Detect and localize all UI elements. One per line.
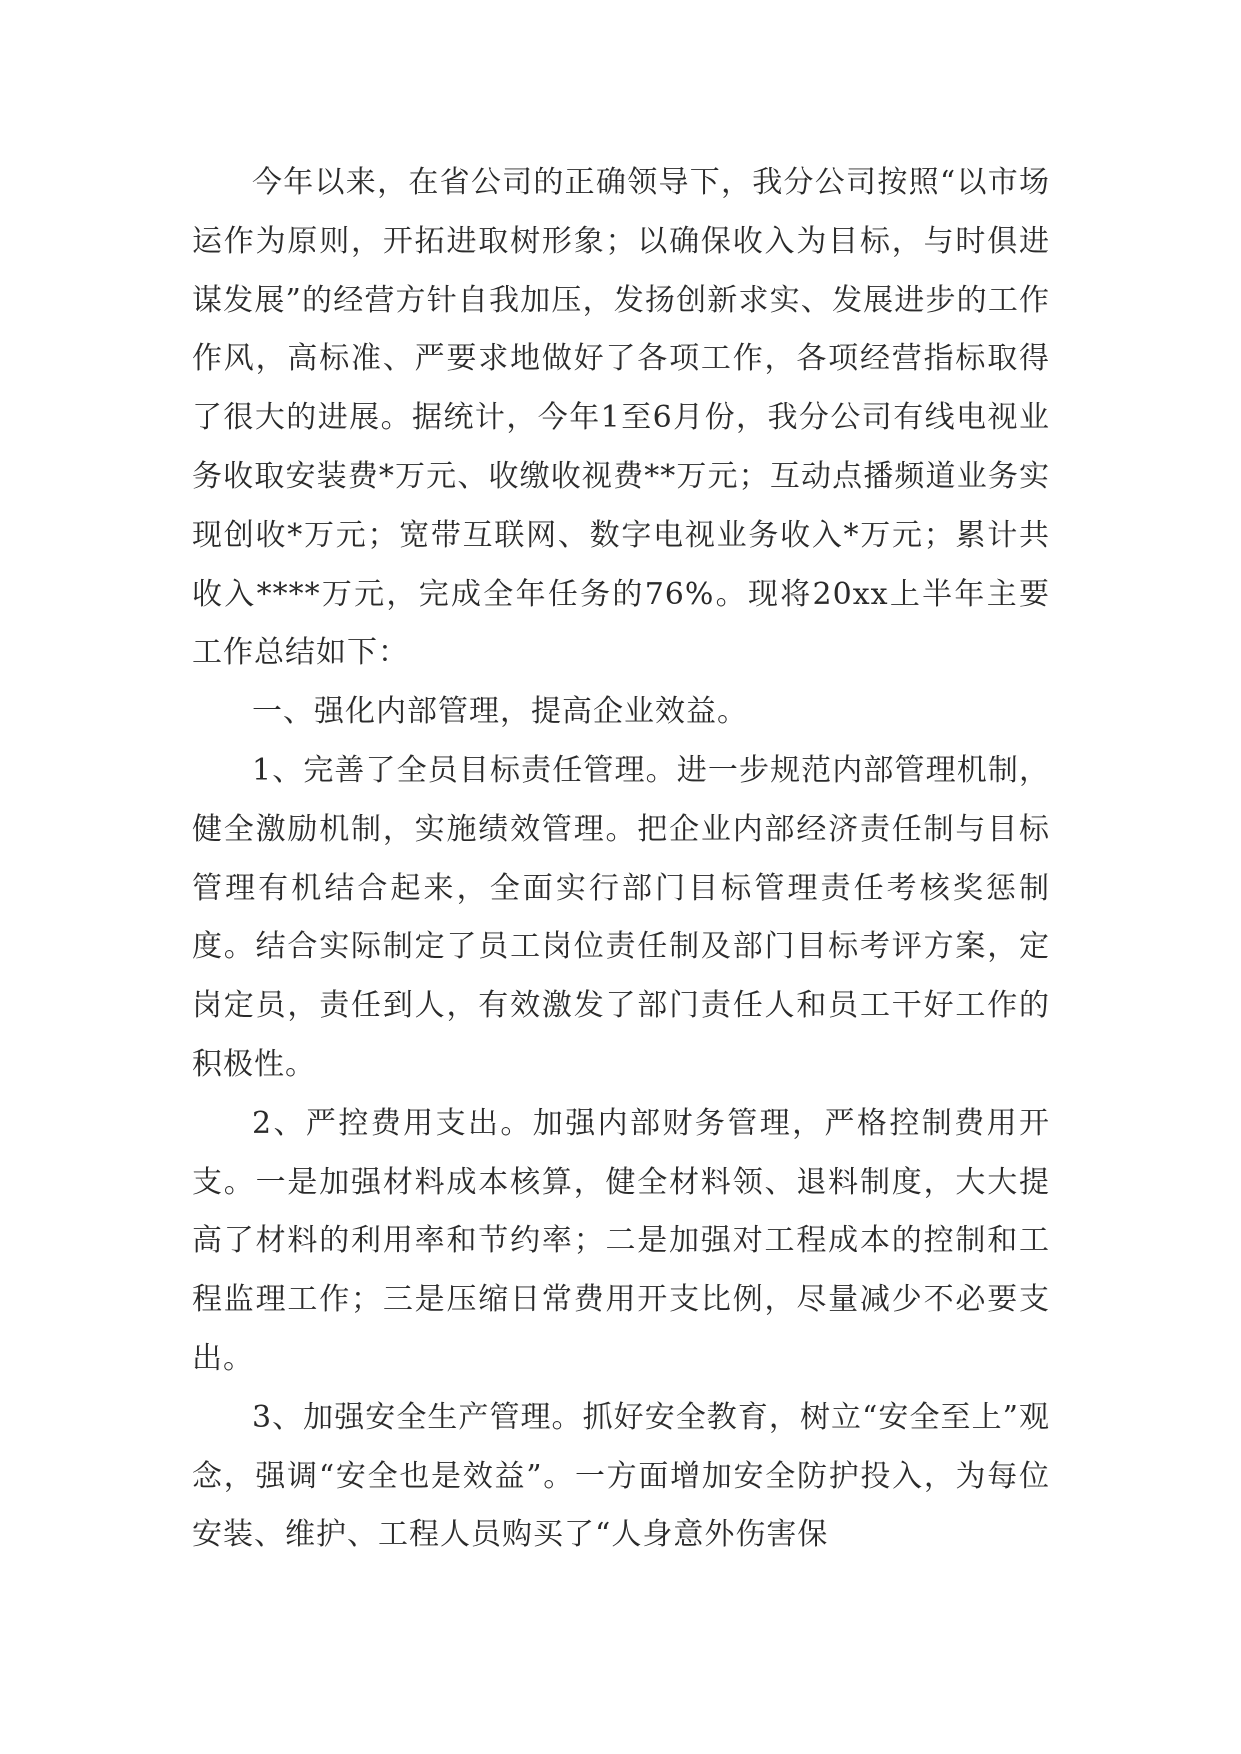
paragraph-item-3: 3、加强安全生产管理。抓好安全教育，树立“安全至上”观念，强调“安全也是效益”。一方面增加安全防护投入，为每位安装、维护、工程人员购买了“人身意外伤害保 [192,1399,1050,1553]
document-body [192,154,1050,1565]
paragraph-item-2: 2、严控费用支出。加强内部财务管理，严格控制费用开支。一是加强材料成本核算，健全材料领、退料制度，大大提高了材料的利用率和节约率；二是加强对工程成本的控制和工程监理工作；三是压缩日常费用开支比例，尽量减少不必要支出。 [192,1105,1050,1376]
paragraph-intro: 今年以来，在省公司的正确领导下，我分公司按照“以市场运作为原则，开拓进取树形象；以确保收入为目标，与时俱进谋发展”的经营方针自我加压，发扬创新求实、发展进步的工作作风，高标准、严要求地做好了各项工作，各项经营指标取得了很大的进展。据统计，今年1至6月份，我分公司有线电视业务收取安装费*万元、收缴收视费**万元；互动点播频道业务实现创收*万元；宽带互联网、数字电视业务收入*万元；累计共收入****万元，完成全年任务的76%。现将20xx上半年主要工作总结如下： [192,165,1050,671]
paragraph-item-1: 1、完善了全员目标责任管理。进一步规范内部管理机制，健全激励机制，实施绩效管理。把企业内部经济责任制与目标管理有机结合起来，全面实行部门目标管理责任考核奖惩制度。结合实际制定了员工岗位责任制及部门目标考评方案，定岗定员，责任到人，有效激发了部门责任人和员工干好工作的积极性。 [192,752,1050,1082]
section-heading-1: 一、强化内部管理，提高企业效益。 [252,694,748,730]
